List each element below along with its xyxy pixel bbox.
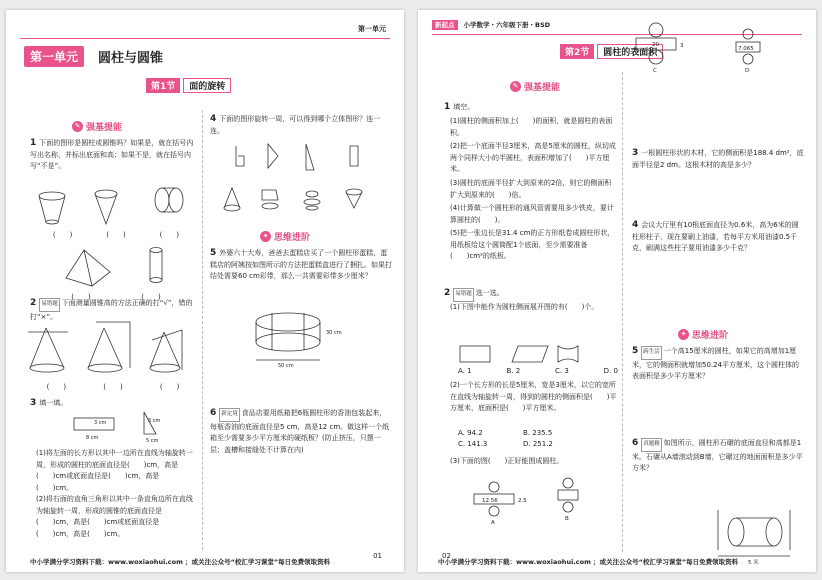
section-tag: 第1节: [146, 78, 180, 93]
question-4: 4 会议大厅里有10根底面直径为0.6米，高为6米的圆柱形柱子，现在要刷上油漆，若每平方米用油漆0.5千克，刷满这些柱子要用油漆多少千克？: [632, 220, 799, 252]
q2-answer-row: ( ) ( ) ( ): [46, 383, 180, 391]
section-tag: 第2节: [560, 44, 594, 59]
pencil-icon: ✎: [510, 81, 521, 92]
badge-advanced: ✦ 思维进阶: [678, 328, 728, 341]
page-number: 01: [373, 552, 382, 560]
question-2: 2 易错题 选一选。: [444, 288, 614, 302]
cake-diameter-label: 50 cm: [278, 363, 294, 369]
rect-height-label: 8 cm: [86, 435, 99, 441]
q2-1-options: A. 1 B. 2 C. 3 D. 0: [458, 367, 618, 375]
question-1: 1 下面的图形是圆柱或圆锥吗？如果是，就在括号内写出名称，并标出底面和高；如果不是，就在括号内写“不是”。: [30, 138, 194, 170]
tri-base-label: 5 cm: [146, 438, 159, 444]
q1-item2: (2)把一个底面半径3厘米，高是5厘米的圆柱，纵切成两个同样大小的半圆柱，表面积增加了( )平方厘米。: [450, 142, 616, 173]
tri-side-label: 3 cm: [148, 418, 161, 424]
badge-basics: ✎ 强基提能: [510, 80, 560, 93]
q1-item4: (4)计算做一个圆柱形的通风管需要用多少铁皮，要计算圆柱的( )。: [450, 204, 614, 224]
section-title: 面的旋转: [183, 78, 231, 93]
header-series: 新起点 小学数学・六年级下册・BSD: [432, 20, 550, 29]
question-5: 5 外婆六十大寿，爸爸去蛋糕店买了一个圆柱形蛋糕，蛋糕店的阿姨按如图所示的方法把蛋糕盒进行了捆扎。如果打结处需要60 cm彩带，那么一共需要彩带多少厘米？: [210, 248, 392, 280]
rect-width-label: 3 cm: [94, 420, 107, 426]
lightbulb-icon: ✦: [678, 329, 689, 340]
page-number: 02: [442, 552, 451, 560]
q1-answer-row: ( ) ( ) ( ): [52, 231, 180, 239]
netC-width: 3: [680, 43, 684, 49]
question-2: 2 易错题 下面测量圆锥高的方法正确的打“√”，错的打“×”。: [30, 298, 193, 321]
question-6: 6 真题精 如图所示，圆柱形石碾的底面直径和高都是1米。石碾从A墙滚动到B墙，它碾过的地面面积是多少平方米？: [632, 438, 803, 472]
lightbulb-icon: ✦: [260, 231, 271, 242]
footer-text: 中小学满分学习资料下载：www.woxiaohui.com ；或关注公众号“校汇学习课堂”每日免费领取资料: [438, 558, 739, 566]
question-3-part1: (1)将左面的长方形以其中一边所在直线为轴旋转一周，形成的圆柱的底面直径是( )cm，高是( )cm或底面直径是( )cm，高是( )cm。: [36, 449, 193, 492]
question-3-part2: (2)将右面的直角三角形以其中一条直角边所在直线为轴旋转一周，形成的圆锥的底面直径是( )cm，高是( )cm或底面直径是( )cm，高是( )cm。: [36, 495, 193, 538]
q2-figures: [418, 10, 816, 572]
question-6: 6 新定境 食品店要用纸箱把6瓶圆柱形的香油包装起来，每瓶香油的底面直径是5 cm，高是12 cm。做这样一个纸箱至少需要多少平方厘米的硬纸板？(防止挤压，只摆一层；盖槽和接缝处不计算在内): [210, 408, 390, 454]
q1-item1: (1)圆柱的侧面积加上( )的面积，就是圆柱的表面积。: [450, 117, 613, 137]
roller-distance-label: 5 米: [748, 560, 759, 566]
cake-height-label: 30 cm: [326, 330, 342, 336]
q1-item5: (5)把一张边长是31.4 cm的正方形纸卷成圆柱形状，用纸板给这个圆筒配1个底面，至少需要准备( )cm²的纸板。: [450, 229, 615, 260]
header-unit-label: 第一单元: [358, 25, 386, 33]
question-5: 5 跨生活 一个高15厘米的圆柱，如果它的高增加1厘米，它的侧面积就增加50.24平方厘米，这个圆柱体的表面积是多少平方厘米？: [632, 346, 800, 380]
pencil-icon: ✎: [72, 121, 83, 132]
question-4: 4 下面的图形旋转一周，可以得到哪个立体图形？连一连。: [210, 114, 381, 135]
footer-text: 中小学满分学习资料下载：www.woxiaohui.com ；或关注公众号“校汇学习课堂”每日免费领取资料: [30, 558, 331, 566]
q2-2-options: A. 94.2 B. 235.5 C. 141.3 D. 251.2: [458, 429, 553, 448]
netC-length: 20: [652, 42, 659, 48]
q2-item1: (1)下图中能作为圆柱侧面展开图的有( )个。: [450, 303, 599, 311]
q1-answer-row2: ( ) ( ): [71, 293, 161, 301]
question-1: 1 填空。: [444, 102, 475, 112]
badge-basics: ✎ 强基提能: [72, 120, 122, 133]
q2-item3: (3)下面的图( )正好能围成圆柱。: [450, 457, 564, 465]
section-title: 圆柱的表面积: [597, 44, 663, 59]
net-label-a: A: [491, 520, 495, 526]
q1-item3: (3)圆柱的底面半径扩大到原来的2倍，则它的侧面积扩大到原来的( )倍。: [450, 179, 612, 199]
question-3: 3 一根圆柱形状的木材，它的侧面积是188.4 dm²，底面半径是2 dm。这根木材的高是多少？: [632, 148, 804, 169]
left-page: [6, 10, 404, 572]
right-page: [418, 10, 816, 572]
netD-length: 7.065: [738, 46, 754, 52]
net-label-b: B: [565, 516, 569, 522]
unit-tag: 第一单元: [24, 46, 84, 67]
net-label-d: D: [745, 68, 750, 74]
net-label-c: C: [653, 68, 657, 74]
q2-item2: (2)一个长方形的长是5厘米，宽是3厘米，以它的宽所在直线为轴旋转一周，得到的圆柱的侧面积是( )平方厘米，底面积是( )平方厘米。: [450, 381, 617, 412]
unit-title: 圆柱与圆锥: [98, 51, 164, 66]
netA-length: 12.56: [482, 498, 498, 504]
question-3: 3 填一填。: [30, 398, 68, 408]
netA-width: 2.5: [518, 498, 527, 504]
badge-advanced: ✦ 思维进阶: [260, 230, 310, 243]
